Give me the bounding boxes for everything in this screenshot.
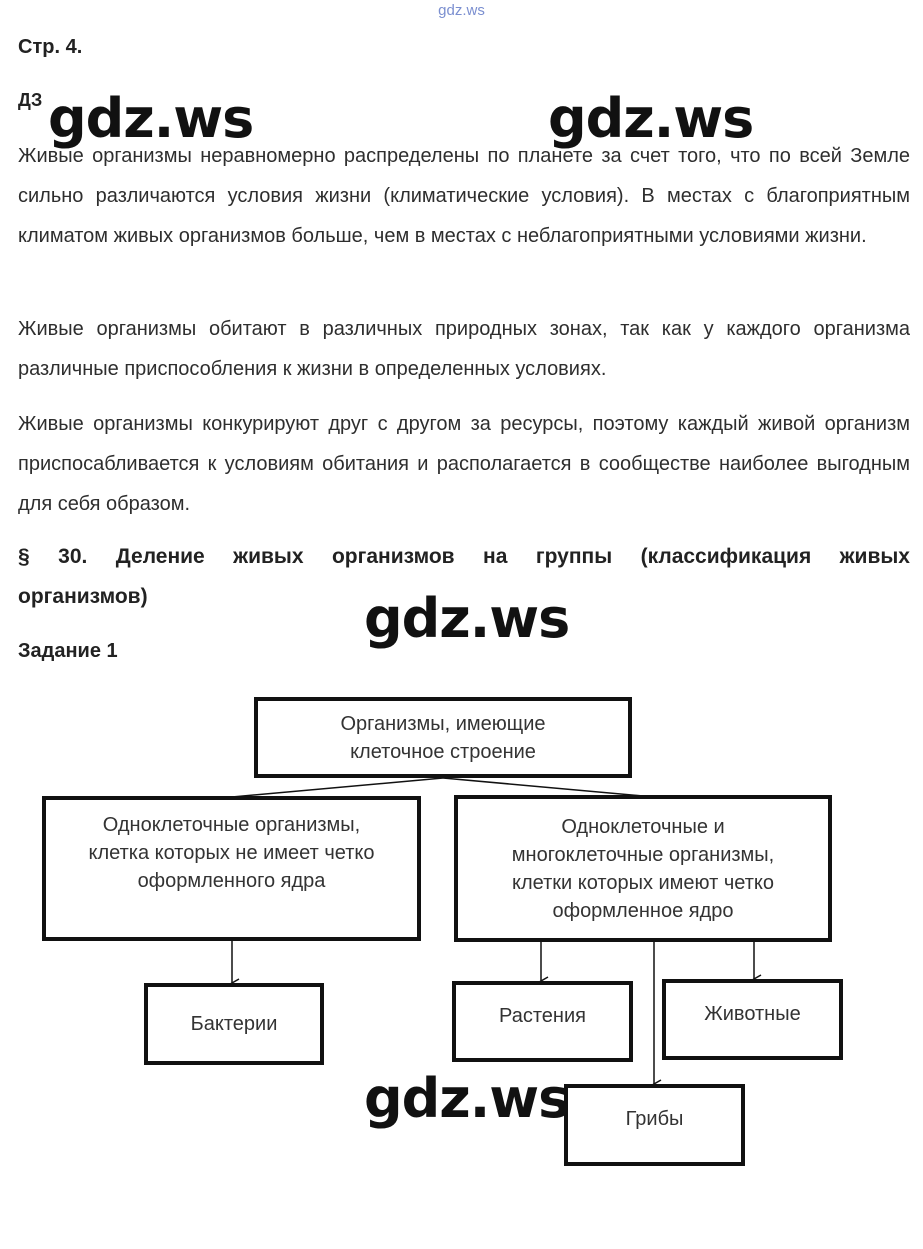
task-label: Задание 1 bbox=[18, 640, 118, 662]
box-cellular-organisms bbox=[254, 697, 632, 778]
box-eukaryotes bbox=[454, 795, 832, 942]
box-plants bbox=[452, 981, 633, 1062]
watermark-2: gdz.ws bbox=[548, 87, 754, 150]
paragraph-1: Живые организмы неравномерно распределены по планете за счет того, что по всей Земле сильно различаются условия жизни (климатические условия). В местах с благоприятным климатом живых организмов больше, чем в местах с неблагоприятными условиями жизни. bbox=[18, 145, 910, 247]
box-bacteria bbox=[144, 983, 324, 1065]
section-title: § 30. Деление живых организмов на группы (классификация живых организмов) bbox=[18, 545, 910, 608]
box-prokaryotes-text: Одноклеточные организмы, клетка которых не имеет четко оформленного ядра bbox=[88, 813, 375, 892]
connector-root-left bbox=[232, 778, 443, 797]
connector-root-right bbox=[443, 778, 643, 796]
paragraph-2: Живые организмы обитают в различных природных зонах, так как у каждого организма различные приспособления к жизни в определенных условиях. bbox=[18, 318, 910, 380]
box-fungi-text: Грибы bbox=[625, 1108, 684, 1130]
watermark-4: gdz.ws bbox=[364, 1067, 570, 1130]
paragraph-3: Живые организмы конкурируют друг с другом за ресурсы, поэтому каждый живой организм приспосабливается к условиям обитания и располагается в сообществе наиболее выгодным для себя образом. bbox=[18, 413, 910, 515]
page-label: Стр. 4. bbox=[18, 36, 83, 58]
dz-label: ДЗ bbox=[18, 90, 43, 110]
watermark-3: gdz.ws bbox=[364, 587, 570, 650]
box-prokaryotes bbox=[42, 796, 421, 941]
box-animals bbox=[662, 979, 843, 1060]
box-bacteria-text: Бактерии bbox=[190, 1013, 278, 1035]
box-eukaryotes-text: Одноклеточные и многоклеточные организмы, клетки которых имеют четко оформленное ядро bbox=[511, 815, 775, 922]
box-animals-text: Животные bbox=[704, 1002, 801, 1025]
site-watermark[interactable]: gdz.ws bbox=[438, 2, 485, 19]
watermark-1: gdz.ws bbox=[48, 87, 254, 150]
box-cellular-organisms-text: Организмы, имеющие клеточное строение bbox=[340, 712, 546, 763]
box-fungi bbox=[564, 1084, 745, 1166]
box-plants-text: Растения bbox=[499, 1004, 586, 1027]
